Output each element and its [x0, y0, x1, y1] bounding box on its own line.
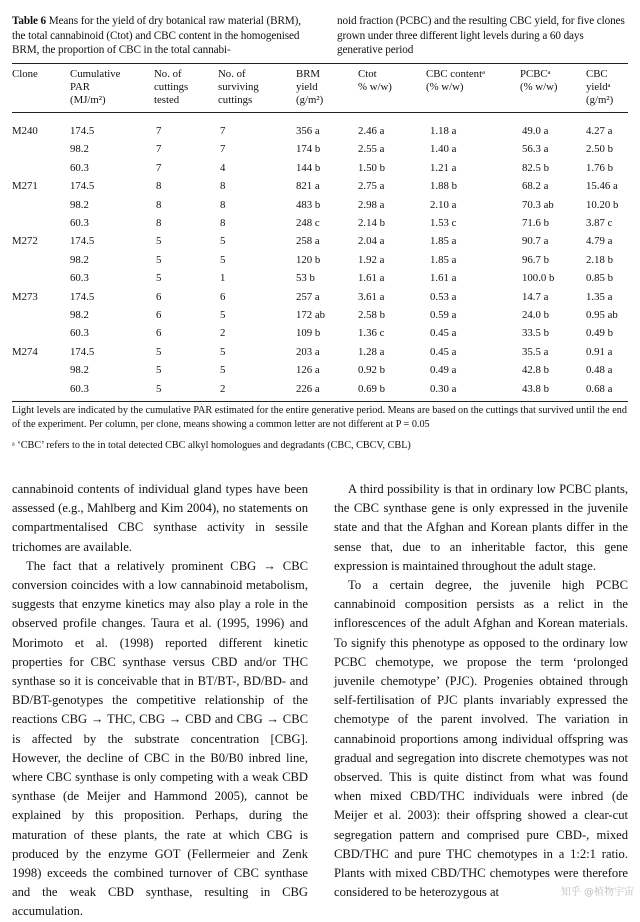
table-cell: 60.3 — [70, 161, 89, 174]
table-cell: 42.8 b — [522, 364, 549, 377]
table-cell: 5 — [220, 253, 226, 266]
table-cell: 5 — [220, 345, 226, 358]
table-cell: 53 b — [296, 272, 315, 285]
table-cell: 98.2 — [70, 309, 89, 321]
table-bottom-rule — [12, 401, 628, 402]
table-cell-clone: M271 — [12, 180, 38, 193]
table-cell: 43.8 b — [522, 382, 549, 395]
table-cell: 0.92 b — [358, 364, 385, 377]
table-cell: 6 — [156, 327, 162, 340]
table-cell: 1.40 a — [430, 143, 457, 156]
header-surviving-cuttings: No. of surviving cuttings — [218, 68, 259, 106]
table-cell: 2 — [220, 327, 226, 340]
table-cell: 3.87 c — [586, 217, 613, 229]
table-cell: 174.5 — [70, 125, 95, 137]
table-cell: 10.20 b — [586, 198, 619, 211]
table-cell: 1.61 a — [430, 272, 457, 285]
table-cell: 14.7 a — [522, 290, 549, 303]
paragraph: A third possibility is that in ordinary low PCBC plants, the CBC synthase gene is only expressed in the juvenile state and that the Afghan and Korean plants differ in the sense that, due to an inheritable factor, this gene expression is maintained throughout the adult stage. — [334, 482, 628, 573]
table-cell-clone: M240 — [12, 125, 38, 137]
table-cell: 60.3 — [70, 382, 89, 395]
table-cell: 1.53 c — [430, 217, 457, 229]
table-cell: 126 a — [296, 364, 320, 377]
table-cell: 2.18 b — [586, 253, 613, 266]
table-cell: 4 — [220, 161, 226, 174]
table-cell: 174.5 — [70, 235, 95, 248]
table-cell: 8 — [220, 217, 226, 229]
table-cell: 71.6 b — [522, 217, 549, 229]
table-cell: 60.3 — [70, 327, 89, 340]
table-cell: 6 — [156, 309, 162, 321]
table-cell: 35.5 a — [522, 345, 549, 358]
table-cell: 5 — [156, 235, 162, 248]
table-footnote-cbc: ᵃ ‘CBC’ refers to the in total detected CBC alkyl homologues and degradants (CBC, CBCV, CBL) — [12, 440, 411, 451]
table-cell: 7 — [220, 143, 226, 156]
table-cell-clone: M274 — [12, 345, 38, 358]
table-cell: 15.46 a — [586, 180, 618, 193]
table-cell: 0.45 a — [430, 327, 457, 340]
table-cell: 2.14 b — [358, 217, 385, 229]
table-cell: 5 — [220, 235, 226, 248]
table-cell: 98.2 — [70, 364, 89, 377]
table-cell: 1 — [220, 272, 226, 285]
table-cell: 100.0 b — [522, 272, 555, 285]
table-cell: 98.2 — [70, 198, 89, 211]
table-cell: 203 a — [296, 345, 320, 358]
table-cell: 0.59 a — [430, 309, 457, 321]
header-cbc-yield: CBC yieldᵃ (g/m²) — [586, 68, 614, 106]
table-cell: 49.0 a — [522, 125, 549, 137]
table-cell: 6 — [220, 290, 226, 303]
table-cell: 7 — [156, 143, 162, 156]
table-cell: 90.7 a — [522, 235, 549, 248]
table-cell: 8 — [156, 217, 162, 229]
table-cell: 0.53 a — [430, 290, 457, 303]
table-cell: 174 b — [296, 143, 321, 156]
table-cell: 1.50 b — [358, 161, 385, 174]
table-cell: 0.48 a — [586, 364, 613, 377]
table-cell: 1.35 a — [586, 290, 613, 303]
header-cuttings-tested: No. of cuttings tested — [154, 68, 189, 106]
table-cell: 0.45 a — [430, 345, 457, 358]
table-cell: 56.3 a — [522, 143, 549, 156]
table-cell: 8 — [156, 198, 162, 211]
table-cell: 60.3 — [70, 217, 89, 229]
table-cell: 1.88 b — [430, 180, 457, 193]
table-cell: 258 a — [296, 235, 320, 248]
table-cell: 2.50 b — [586, 143, 613, 156]
table-cell: 6 — [156, 290, 162, 303]
table-cell: 2.75 a — [358, 180, 385, 193]
table-cell: 70.3 ab — [522, 198, 554, 211]
table-cell: 174.5 — [70, 180, 95, 193]
table-cell: 60.3 — [70, 272, 89, 285]
table-cell: 96.7 b — [522, 253, 549, 266]
table-cell: 120 b — [296, 253, 321, 266]
paragraph: The fact that a relatively prominent CBG → CBC conversion coincides with a low cannabinoid metabolism, suggests that enzyme kinetics may also play a role in the observed profile changes. Taura et al. (1995, 1996) and Morimoto et al. (1998) reported different kinetic properties for CBC synthase versus CBD and/or THC synthase so it is conceivable that in BT/BT-, BD/BD- and BD/BT-genotypes the competitive relationship of the reactions CBG → THC, CBG → CBD and CBG → CBC is affected by the substrate concentration [CBG]. However, the decline of CBC in the B0/B0 inbred line, where CBC synthase is only competing with a weak CBD synthase (de Meijer and Hammond 2005), cannot be explained by this proposition. Perhaps, during the maturation of these plants, the rate at which CBG is produced by the enzyme GOT (Fellermeier and Zenk 1998) exceeds the combined turnover of CBC synthase and the weak CBD synthase, resulting in CBG accumulation. — [12, 558, 308, 919]
table-cell: 1.21 a — [430, 161, 457, 174]
table-cell: 5 — [156, 364, 162, 377]
table-cell: 821 a — [296, 180, 320, 193]
table-cell: 7 — [156, 125, 162, 137]
header-clone: Clone — [12, 68, 38, 80]
paragraph: To a certain degree, the juvenile high PCBC cannabinoid composition persists as a relict in the inflorescences of the adult Afghan and Korean materials. To signify this phenotype as opposed to the ordinary low PCBC chemotype, we propose the term ‘prolonged juvenile chemotype’ (PJC). Progenies obtained through self-fertilisation of PJC plants invariably expressed the chemotype of the parent involved. The variation in cannabinoid proportions among individual offspring was gradual and segregation into discrete chemotypes was not observed. This is quite distinct from what was found when mixed CBD/THC individuals were inbred (de Meijer et al. 2003): their offspring showed a clear-cut segregation pattern and comprised pure CBD-, mixed CBD/THC and pure THC chemotypes in a 1:2:1 ratio. Plants with mixed CBD/THC chemotypes were therefore considered to be heterozygous at — [334, 578, 628, 900]
table-caption-left — [12, 14, 312, 58]
table-cell: 8 — [220, 198, 226, 211]
table-cell: 68.2 a — [522, 180, 549, 193]
table-cell: 0.30 a — [430, 382, 457, 395]
table-cell: 248 c — [296, 217, 320, 229]
table-cell: 1.28 a — [358, 345, 385, 358]
table-cell: 1.61 a — [358, 272, 385, 285]
header-ctot: Ctot % w/w) — [358, 68, 392, 93]
table-cell: 82.5 b — [522, 161, 549, 174]
table-cell: 0.68 a — [586, 382, 613, 395]
table-cell: 483 b — [296, 198, 321, 211]
table-cell: 5 — [156, 382, 162, 395]
table-cell: 2.46 a — [358, 125, 385, 137]
table-cell: 1.92 a — [358, 253, 385, 266]
table-cell: 2.55 a — [358, 143, 385, 156]
watermark: 知乎 @植物宇宙 — [560, 887, 634, 898]
table-cell: 24.0 b — [522, 309, 549, 321]
table-cell: 98.2 — [70, 143, 89, 156]
table-caption-text-left: Means for the yield of dry botanical raw material (BRM), the total cannabinoid (Ctot) and CBC content in the homogenised BRM, the proportion of CBC in the total cannabi- — [12, 15, 301, 56]
table-cell: 1.36 c — [358, 327, 385, 340]
paragraph: cannabinoid contents of individual gland types have been assessed (e.g., Mahlberg and Kim 2004), no statements on compartmentalised CBC synthase activity in sessile trichomes are available. — [12, 482, 308, 554]
table-caption-right: noid fraction (PCBC) and the resulting CBC yield, for five clones grown under three different light levels during a 60 days generative period — [337, 15, 625, 56]
table-cell: 0.69 b — [358, 382, 385, 395]
header-cbc-content: CBC contentᵃ (% w/w) — [426, 68, 486, 93]
table-cell: 174.5 — [70, 345, 95, 358]
table-cell: 1.76 b — [586, 161, 613, 174]
table-cell: 1.18 a — [430, 125, 457, 137]
table-cell: 3.61 a — [358, 290, 385, 303]
table-cell: 2.04 a — [358, 235, 385, 248]
table-cell: 0.49 a — [430, 364, 457, 377]
header-pcbc: PCBCᵃ (% w/w) — [520, 68, 558, 93]
table-cell: 2.58 b — [358, 309, 385, 321]
table-footnote-light-levels: Light levels are indicated by the cumulative PAR estimated for the entire generative period. Means are based on the cuttings that survived until the end of the experiment. Per column, per clone, means showing a common letter are not different at P = 0.05 — [12, 405, 627, 430]
table-cell: 7 — [156, 161, 162, 174]
table-cell-clone: M272 — [12, 235, 38, 248]
header-par: Cumulative PAR (MJ/m²) — [70, 68, 121, 106]
table-cell: 0.85 b — [586, 272, 613, 285]
table-cell: 2 — [220, 382, 226, 395]
table-cell: 2.10 a — [430, 198, 457, 211]
table-cell: 5 — [220, 309, 226, 321]
table-cell: 109 b — [296, 327, 321, 340]
table-cell: 5 — [156, 253, 162, 266]
table-cell: 356 a — [296, 125, 320, 137]
table-cell: 8 — [220, 180, 226, 193]
table-caption-label: Table 6 — [12, 15, 47, 27]
table-cell: 0.49 b — [586, 327, 613, 340]
table-cell: 174.5 — [70, 290, 95, 303]
table-cell: 4.79 a — [586, 235, 613, 248]
table-cell: 4.27 a — [586, 125, 613, 137]
table-cell: 98.2 — [70, 253, 89, 266]
body-column-right — [334, 480, 628, 902]
table-cell: 5 — [220, 364, 226, 377]
table-cell: 172 ab — [296, 309, 326, 321]
table-cell: 2.98 a — [358, 198, 385, 211]
table-cell-clone: M273 — [12, 290, 38, 303]
table-header-rule — [12, 112, 628, 113]
table-cell: 5 — [156, 272, 162, 285]
body-column-left — [12, 480, 308, 922]
table-cell: 226 a — [296, 382, 320, 395]
table-cell: 7 — [220, 125, 226, 137]
table-cell: 5 — [156, 345, 162, 358]
table-cell: 33.5 b — [522, 327, 549, 340]
table-top-rule — [12, 63, 628, 64]
table-cell: 8 — [156, 180, 162, 193]
table-cell: 0.95 ab — [586, 309, 618, 321]
table-cell: 144 b — [296, 161, 321, 174]
table-cell: 0.91 a — [586, 345, 613, 358]
table-cell: 1.85 a — [430, 235, 457, 248]
table-cell: 257 a — [296, 290, 320, 303]
header-brm-yield: BRM yield (g/m²) — [296, 68, 324, 106]
table-cell: 1.85 a — [430, 253, 457, 266]
